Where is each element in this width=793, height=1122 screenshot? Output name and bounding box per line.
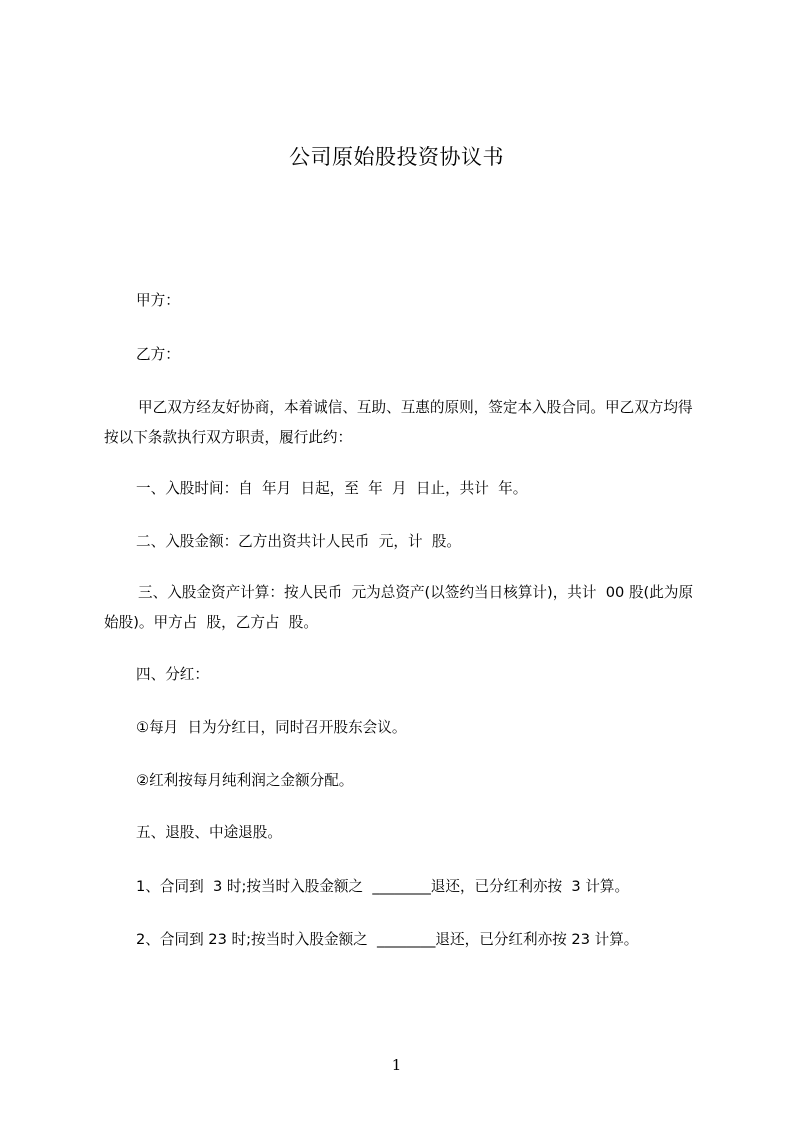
- clause-3: 三、入股金资产计算：按人民币 元为总资产(以签约当日核算计)，共计 00 股(此为原始股)。甲方占 股，乙方占 股。: [104, 584, 694, 631]
- clause-4-item-2: ②红利按每月纯利润之金额分配。: [136, 772, 354, 789]
- intro-paragraph: 甲乙双方经友好协商，本着诚信、互助、互惠的原则，签定本入股合同。甲乙双方均得按以下条款执行双方职责，履行此约：: [104, 399, 693, 446]
- clause-5-item-2: 2、合同到 23 时;按当时入股金额之 ________退还，已分红利亦按 23 计算。: [136, 931, 639, 948]
- clause-5-item-1: 1、合同到 3 时;按当时入股金额之 ________退还，已分红利亦按 3 计算。: [136, 878, 630, 895]
- clause-1: 一、入股时间：自 年月 日起，至 年 月 日止，共计 年。: [136, 480, 528, 497]
- clause-5: 五、退股、中途退股。: [136, 824, 282, 841]
- page-number: 1: [391, 1056, 402, 1074]
- document-title: 公司原始股投资协议书: [289, 145, 504, 169]
- clause-2: 二、入股金额：乙方出资共计人民币 元，计 股。: [136, 533, 462, 550]
- clause-4: 四、分红：: [136, 666, 209, 683]
- party-b-label: 乙方：: [136, 346, 180, 363]
- party-a-label: 甲方：: [136, 292, 180, 309]
- clause-4-item-1: ①每月 日为分红日，同时召开股东会议。: [136, 719, 407, 736]
